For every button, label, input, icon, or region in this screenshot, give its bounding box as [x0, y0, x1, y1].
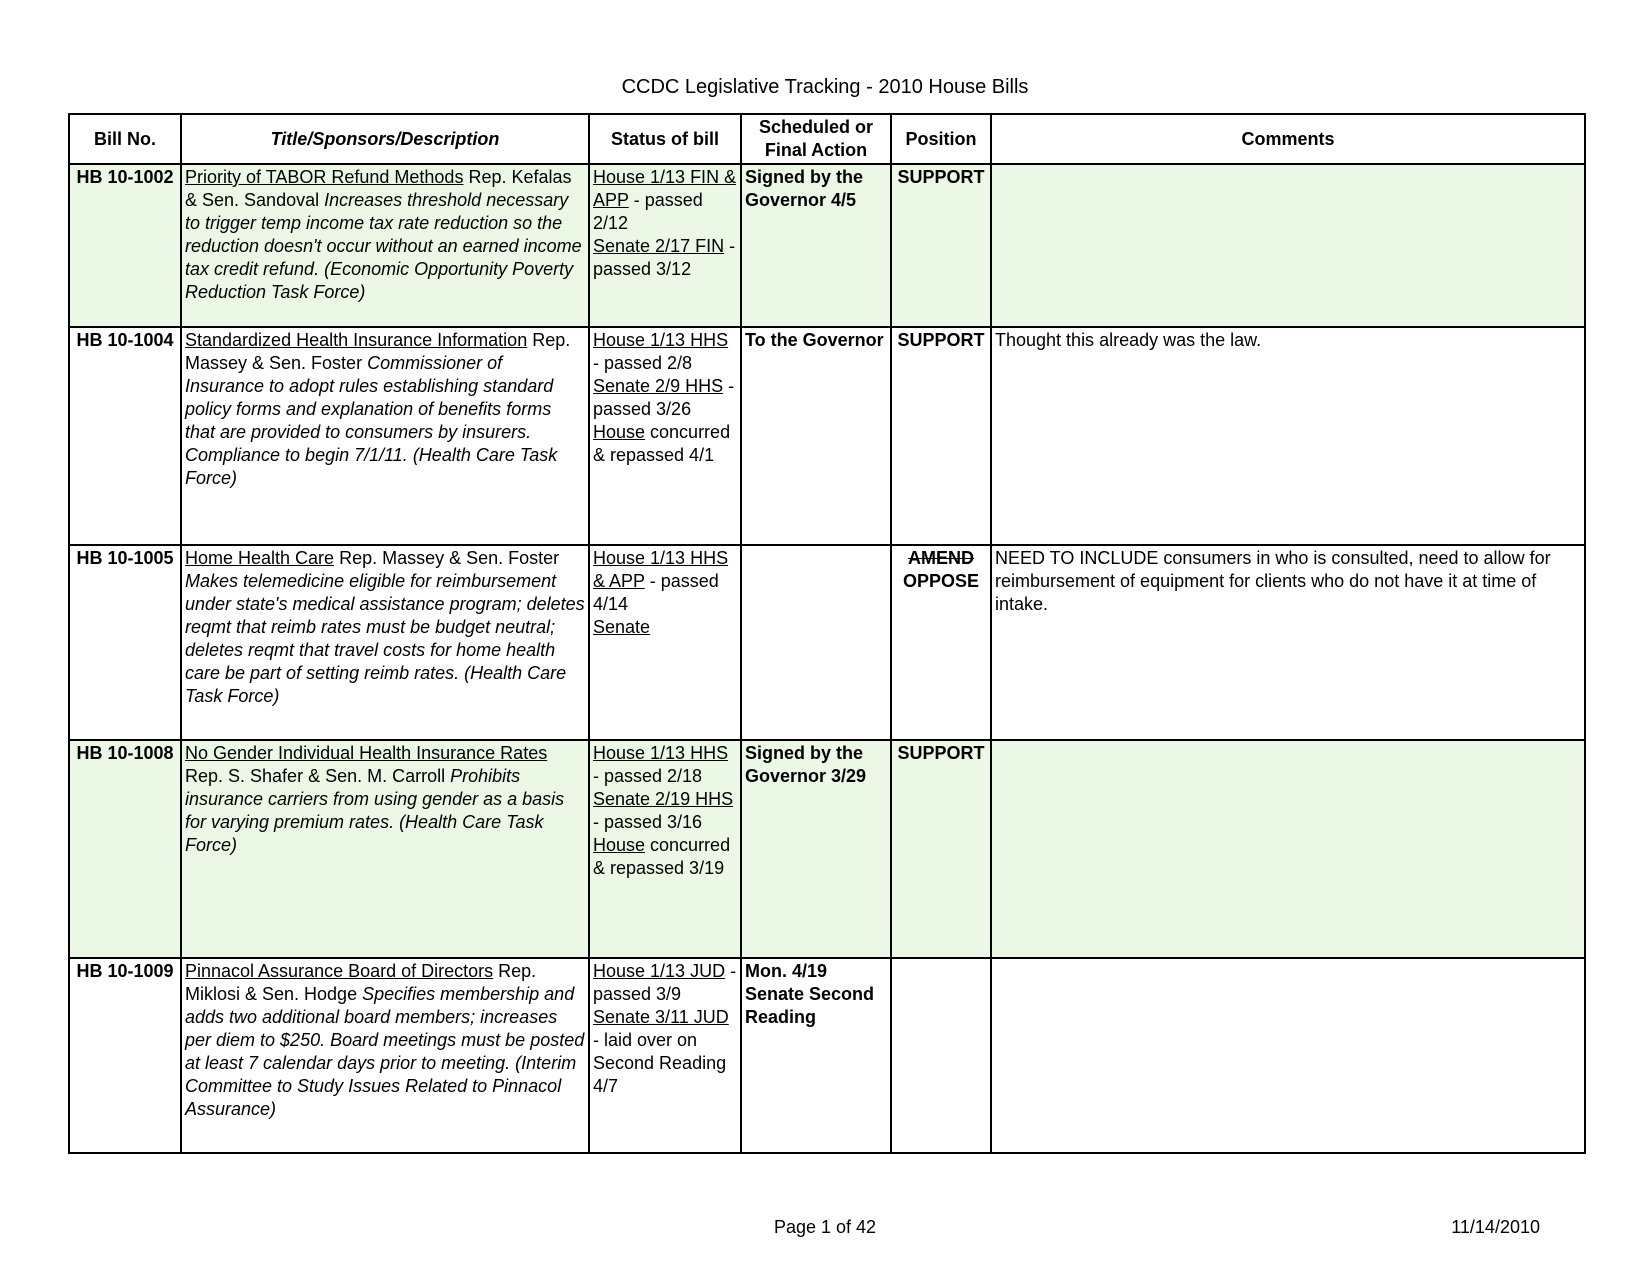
- table-header-row: [69, 114, 1585, 164]
- position-strikethrough: AMEND: [908, 548, 974, 568]
- status-text: - laid over on Second Reading 4/7: [593, 1030, 727, 1096]
- comments-cell: NEED TO INCLUDE consumers in who is consulted, need to allow for reimbursement of equipment for clients who do not have it at time of intake.: [991, 545, 1585, 740]
- bill-title-cell: [181, 740, 589, 958]
- status-text: - passed 3/9: [593, 961, 737, 1004]
- bill-description: Commissioner of Insurance to adopt rules establishing standard policy forms and explanation of benefits forms that are provided to consumers by insurers. Compliance to begin 7/1/11. (Health Care Task Force): [185, 353, 558, 488]
- bill-status-cell: [589, 958, 741, 1153]
- final-action: To the Governor: [741, 327, 891, 545]
- status-link[interactable]: House 1/13 HHS: [593, 330, 729, 350]
- status-text: - passed 4/14: [593, 571, 719, 614]
- comments-cell: Thought this already was the law.: [991, 327, 1585, 545]
- bill-sponsors: Rep. S. Shafer & Sen. M. Carroll: [185, 766, 451, 786]
- bill-title-cell: [181, 958, 589, 1153]
- bill-number: HB 10-1008: [69, 740, 181, 958]
- column-header-status: Status of bill: [589, 114, 741, 164]
- column-header-comments: Comments: [991, 114, 1585, 164]
- position-cell: [891, 327, 991, 545]
- bill-number: HB 10-1005: [69, 545, 181, 740]
- bill-title-cell: [181, 545, 589, 740]
- bill-status-cell: [589, 545, 741, 740]
- bill-tracking-table: [68, 113, 1586, 1154]
- bill-title-link[interactable]: Standardized Health Insurance Information: [185, 330, 528, 350]
- final-action: Signed by the Governor 3/29: [741, 740, 891, 958]
- bill-title-cell: [181, 164, 589, 327]
- status-text: - passed 2/8: [593, 353, 693, 373]
- bill-description: Prohibits insurance carriers from using gender as a basis for varying premium rates. (Health Care Task Force): [185, 766, 565, 855]
- status-link[interactable]: House 1/13 JUD: [593, 961, 726, 981]
- table-row: [69, 740, 1585, 958]
- bill-sponsors: Rep. Massey & Sen. Foster: [334, 548, 560, 568]
- bill-title-link[interactable]: Pinnacol Assurance Board of Directors: [185, 961, 494, 981]
- bill-description: Makes telemedicine eligible for reimbursement under state's medical assistance program; deletes reqmt that reimb rates must be budget neutral; deletes reqmt that travel costs for home health care be part of setting reimb rates. (Health Care Task Force): [185, 571, 585, 706]
- final-action: [741, 545, 891, 740]
- status-link[interactable]: Senate 2/17 FIN: [593, 236, 725, 256]
- table-row: [69, 545, 1585, 740]
- page-title: CCDC Legislative Tracking - 2010 House Bills: [621, 76, 1029, 98]
- status-text: concurred & repassed 4/1: [593, 422, 731, 465]
- status-link[interactable]: Senate 2/19 HHS: [593, 789, 734, 809]
- column-header-bill-no: Bill No.: [69, 114, 181, 164]
- position-cell: [891, 958, 991, 1153]
- print-date: 11/14/2010: [1451, 1217, 1540, 1237]
- position-value: SUPPORT: [897, 167, 985, 187]
- status-text: - passed 3/16: [593, 812, 703, 832]
- status-link[interactable]: House 1/13 HHS: [593, 743, 729, 763]
- bill-sponsors: Rep. Miklosi & Sen. Hodge: [185, 961, 537, 1004]
- status-text: concurred & repassed 3/19: [593, 835, 731, 878]
- bill-status-cell: [589, 740, 741, 958]
- position-cell: [891, 740, 991, 958]
- bill-title-cell: [181, 327, 589, 545]
- bill-status-cell: [589, 327, 741, 545]
- bill-description: Increases threshold necessary to trigger temp income tax rate reduction so the reduction doesn't occur without an earned income tax credit refund. (Economic Opportunity Poverty Reduction Task Force): [185, 190, 582, 302]
- table-row: [69, 164, 1585, 327]
- page-number: Page 1 of 42: [773, 1217, 877, 1237]
- status-link[interactable]: Senate 3/11 JUD: [593, 1007, 729, 1027]
- position-cell: [891, 164, 991, 327]
- comments-cell: [991, 958, 1585, 1153]
- final-action: Signed by the Governor 4/5: [741, 164, 891, 327]
- status-link[interactable]: House: [593, 835, 646, 855]
- column-header-final-action: Scheduled or Final Action: [741, 114, 891, 164]
- bill-number: HB 10-1009: [69, 958, 181, 1153]
- bill-sponsors: Rep. Kefalas & Sen. Sandoval: [185, 167, 572, 210]
- position-cell: [891, 545, 991, 740]
- status-link[interactable]: House: [593, 422, 646, 442]
- bill-number: HB 10-1004: [69, 327, 181, 545]
- bill-title-link[interactable]: Priority of TABOR Refund Methods: [185, 167, 464, 187]
- status-link[interactable]: Senate: [593, 617, 651, 637]
- column-header-title: Title/Sponsors/Description: [181, 114, 589, 164]
- bill-title-link[interactable]: Home Health Care: [185, 548, 335, 568]
- comments-cell: [991, 740, 1585, 958]
- final-action: Mon. 4/19 Senate Second Reading: [741, 958, 891, 1153]
- status-link[interactable]: Senate 2/9 HHS: [593, 376, 724, 396]
- column-header-position: Position: [891, 114, 991, 164]
- status-link[interactable]: House 1/13 HHS & APP: [593, 548, 729, 591]
- comments-cell: [991, 164, 1585, 327]
- status-text: - passed 2/18: [593, 766, 703, 786]
- bill-description: Specifies membership and adds two additional board members; increases per diem to $250. Board meetings must be posted at least 7 calendar days prior to meeting. (Interim Committee to Study Issues Related to Pinnacol Assurance): [185, 984, 585, 1119]
- position-value: SUPPORT: [897, 743, 985, 763]
- status-link[interactable]: House 1/13 FIN & APP: [593, 167, 737, 210]
- bill-number: HB 10-1002: [69, 164, 181, 327]
- bill-sponsors: Rep. Massey & Sen. Foster: [185, 330, 571, 373]
- position-value: OPPOSE: [902, 571, 980, 591]
- position-value: SUPPORT: [897, 330, 985, 350]
- bill-title-link[interactable]: No Gender Individual Health Insurance Rates: [185, 743, 548, 763]
- bill-status-cell: [589, 164, 741, 327]
- status-text: - passed 2/12: [593, 190, 703, 233]
- status-text: - passed 3/26: [593, 376, 735, 419]
- status-text: - passed 3/12: [593, 236, 736, 279]
- table-row: [69, 958, 1585, 1153]
- table-row: [69, 327, 1585, 545]
